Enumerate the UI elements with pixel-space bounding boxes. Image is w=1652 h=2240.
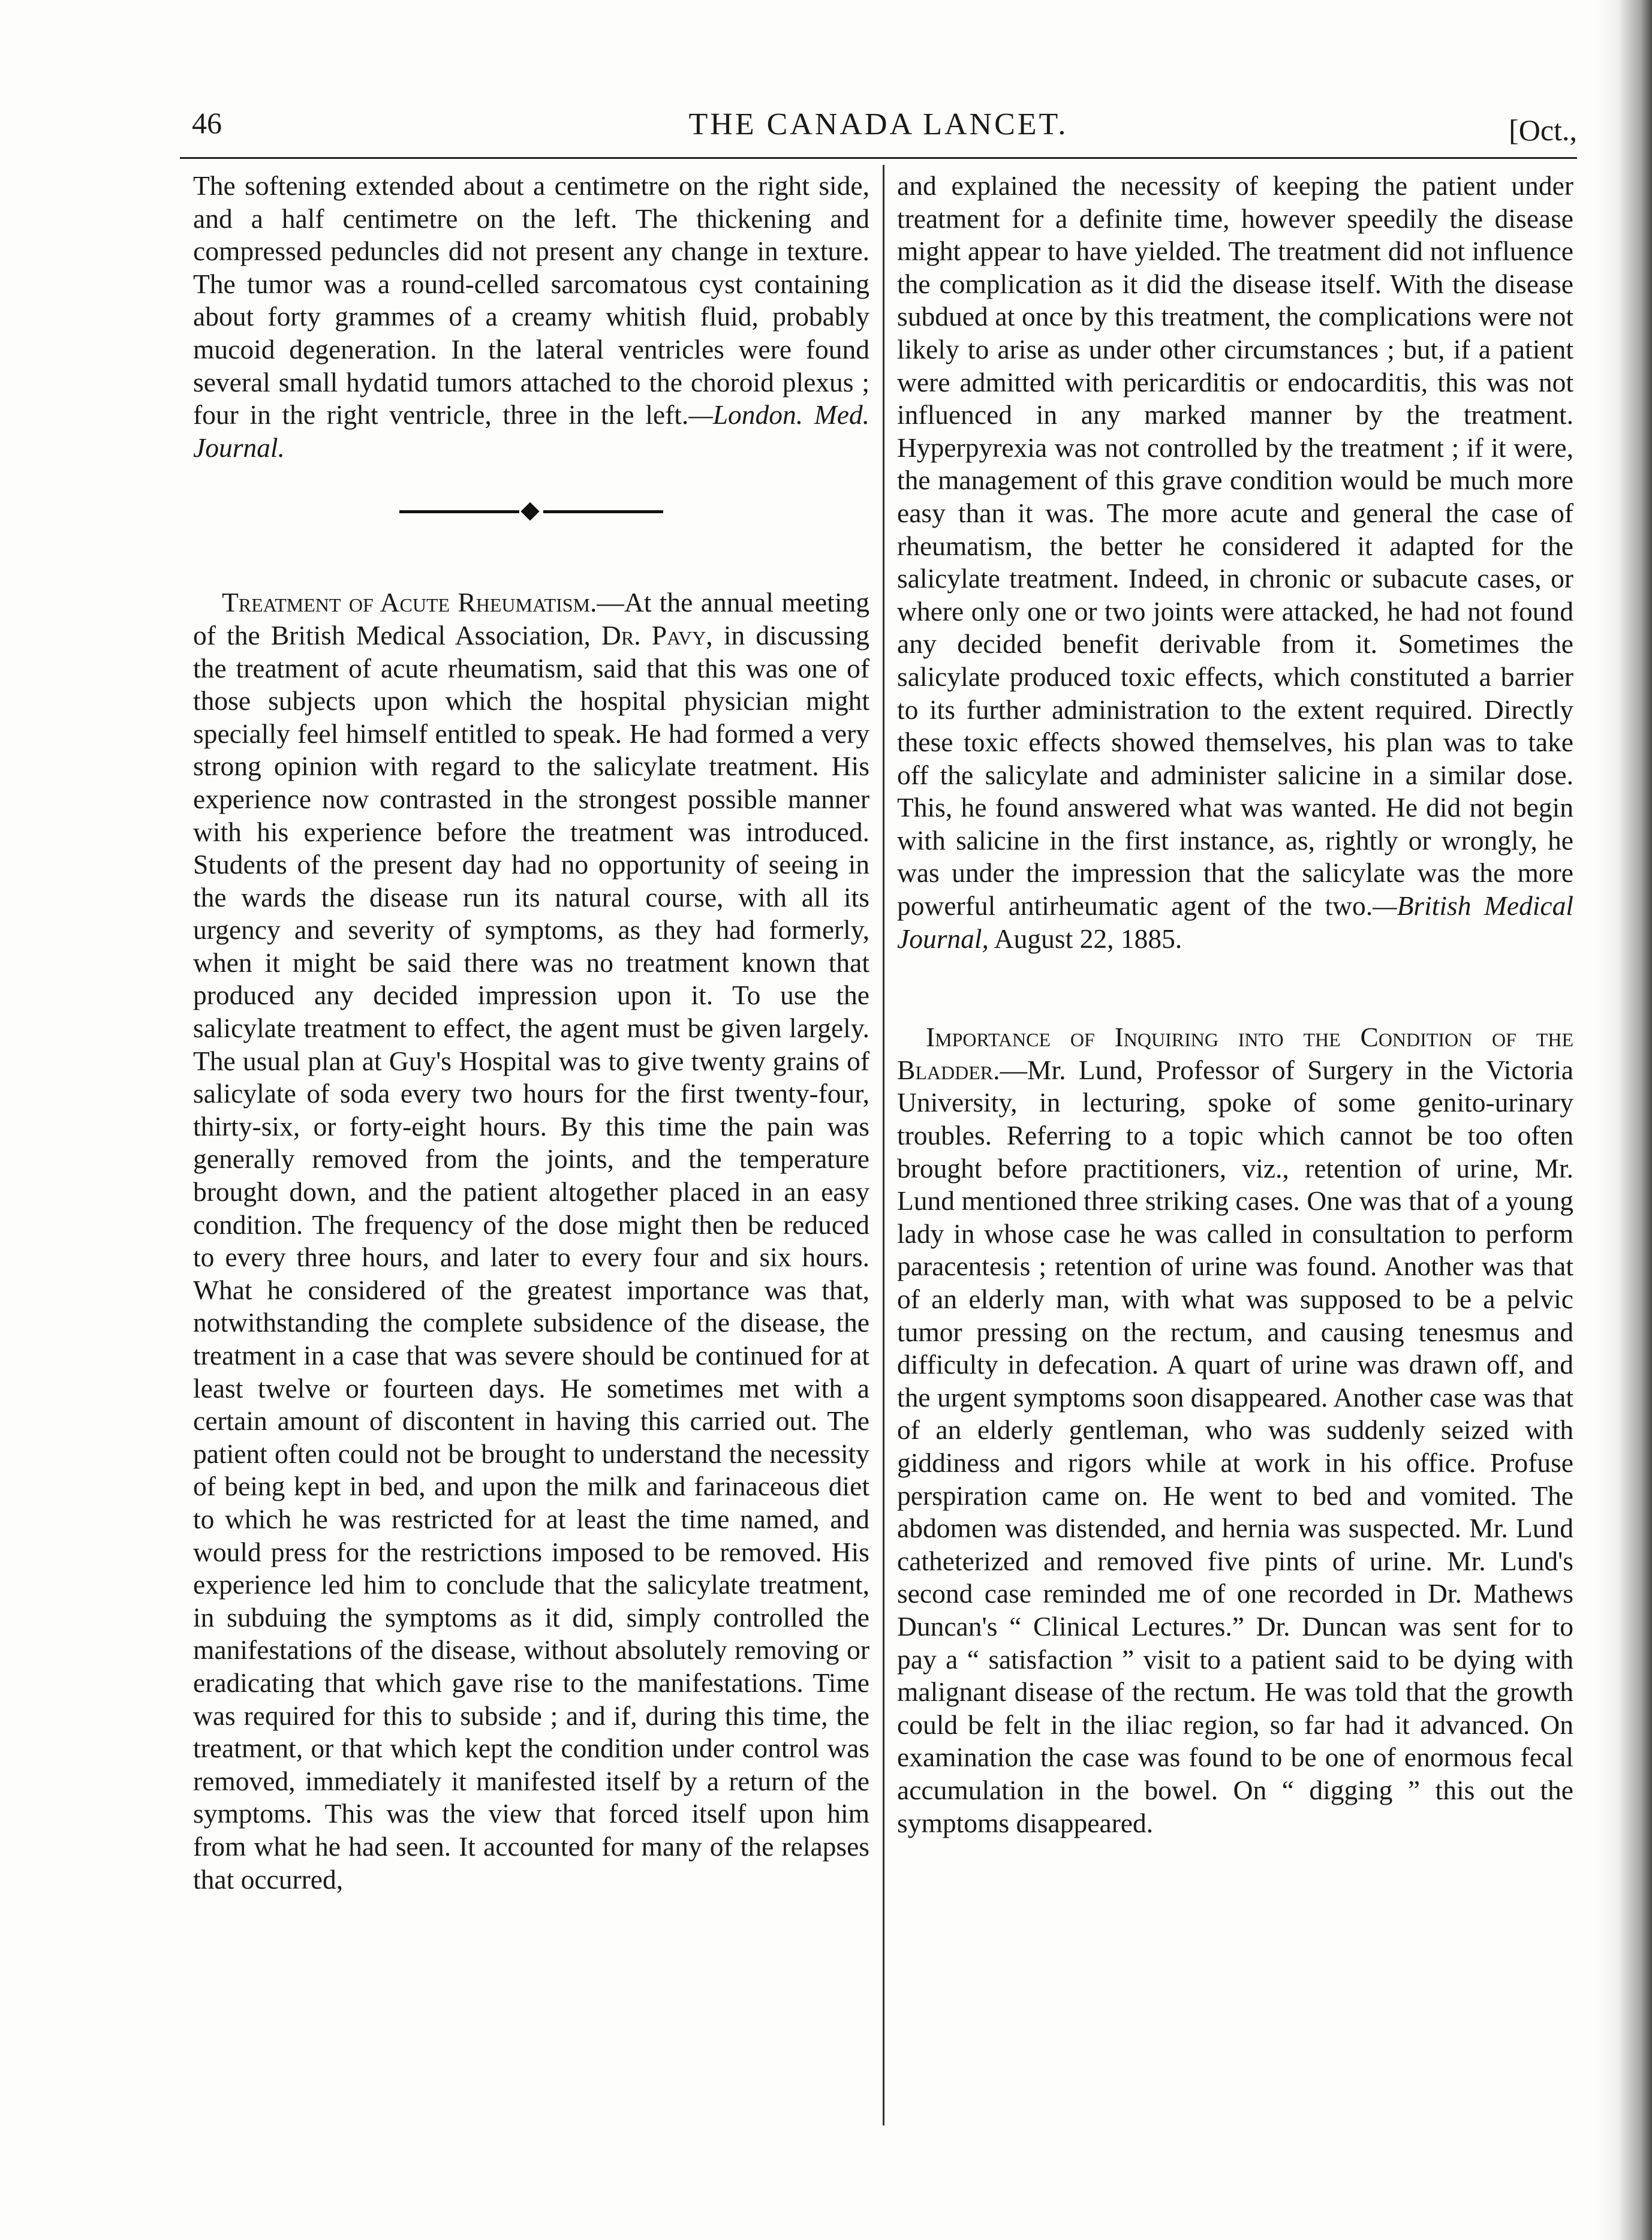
continuation-paragraph [193, 170, 869, 464]
ornament-diamond-icon [520, 502, 539, 521]
issue-month: [Oct., [1509, 113, 1577, 147]
journal-title: THE CANADA LANCET. [688, 107, 1069, 141]
column-divider [883, 165, 884, 2125]
article-rheumatism [193, 586, 869, 1896]
binding-shadow [1595, 0, 1652, 2240]
article-title-rheumatism: Treatment of Acute Rheumatism. [222, 587, 597, 618]
article-rheumatism-continued [897, 170, 1573, 955]
section-ornament [399, 502, 663, 520]
article-body-part-1: in discussing the treatment of acute rheumatism, said that this was one of those subjects upon which the hospital physician might specially feel himself entitled to speak. He had formed a very strong opinion with regard to the salicylate treatment. His experience now contrasted in the strongest possible manner with his experience before the treatment was introduced. Students of the present day had no opportunity of seeing in the wards the disease run its natural course, with all its urgency and severity of symptoms, as they had formerly, when it might be said there was no treatment known that produced any decided impression upon it. To use the salicylate treatment to effect, the agent must be given largely. The usual plan at Guy's Hospital was to give twenty grains of salicylate of soda every two hours for the first twenty-four, thirty-six, or forty-eight hours. By this time the pain was generally removed from the joints, and the temperature brought down, and the patient altogether placed in an easy condition. The frequency of the dose might then be reduced to every three hours, and later to every four and six hours. What he considered of the greatest importance was that, notwithstanding the complete subsidence of the disease, the treatment in a case that was severe should be continued for at least twelve or fourteen days. He sometimes met with a certain amount of discontent in having this carried out. The patient often could not be brought to understand the necessity of being kept in bed, and upon the milk and farinaceous diet to which he was restricted for at least the time named, and would press for the restrictions imposed to be removed. His experience led him to conclude that the salicylate treatment, in subduing the symptoms as it did, simply controlled the manifestations of the disease, without absolutely removing or eradicating that which gave rise to the manifestations. Time was required for this to subside ; and if, during this time, the treatment, or that which kept the condition under control was removed, immediately it manifested itself by a return of the symptoms. This was the view that forced itself upon him from what he had seen. It accounted for many of the relapses that occurred, [193, 619, 869, 1895]
article-title-bladder: Importance of Inquiring into the Condition of the Bladder. [897, 1022, 1573, 1085]
article-source: —British Medical Journal, [897, 890, 1573, 954]
article-bladder [897, 1021, 1573, 1839]
right-column [897, 170, 1573, 1839]
left-column [193, 170, 869, 1896]
continuation-source: —London. Med. Journal. [193, 399, 870, 463]
article-date: August 22, 1885. [994, 923, 1182, 954]
article-body-part-2: and explained the necessity of keeping the patient under treatment for a definite time, however speedily the disease might appear to have yielded. The treatment did not influence the complication as it did the disease itself. With the disease subdued at once by this treatment, the complications were not likely to arise as under other circumstances ; but, if a patient were admitted with pericarditis or endocarditis, this was not influenced in any marked manner by the treatment. Hyperpyrexia was not controlled by the treatment ; if it were, the management of this grave condition would be much more easy than it was. The more acute and general the case of rheumatism, the better he considered it adapted for the salicylate treatment. Indeed, in chronic or subacute cases, or where only one or two joints were attacked, he had not found any decided benefit derivable from it. Sometimes the salicylate produced toxic effects, which constituted a barrier to its further administration to the extent required. Directly these toxic effects showed themselves, his plan was to take off the salicylate and administer salicine in a similar dose. This, he found answered what was wanted. He did not begin with salicine in the first instance, as, rightly or wrongly, he was under the impression that the salicylate was the more powerful antirheumatic agent of the two. [897, 170, 1573, 922]
running-header [180, 101, 1577, 149]
article-lead: —At the annual meeting of the British Medical Association, [193, 587, 869, 651]
article-bladder-body: —Mr. Lund, Professor of Surgery in the Victoria University, in lecturing, spoke of some genito-urinary troubles. Referring to a topic which cannot be too often brought before practitioners, viz., retention of urine, Mr. Lund mentioned three striking cases. One was that of a young lady in whose case he was called in consultation to perform paracentesis ; retention of urine was found. Another was that of an elderly man, with what was supposed to be a pelvic tumor pressing on the rectum, and causing tenesmus and difficulty in defecation. A quart of urine was drawn off, and the urgent symptoms soon disappeared. Another case was that of an elderly gentleman, who was suddenly seized with giddiness and rigors while at work in his office. Profuse perspiration came on. He went to bed and vomited. The abdomen was distended, and hernia was suspected. Mr. Lund catheterized and removed five pints of urine. Mr. Lund's second case reminded me of one recorded in Dr. Mathews Duncan's “ Clinical Lectures.” Dr. Duncan was sent for to pay a “ satisfaction ” visit to a patient said to be dying with malignant disease of the rectum. He was told that the growth could be felt in the iliac region, so far had it advanced. On examination the case was found to be one of enormous fecal accumulation in the bowel. On “ digging ” this out the symptoms disappeared. [897, 1054, 1573, 1838]
speaker-name: Dr. Pavy, [601, 619, 713, 651]
header-rule [180, 157, 1577, 159]
continuation-text: The softening extended about a centimetre on the right side, and a half centimetre on the left. The thickening and compressed peduncles did not present any change in texture. The tumor was a round-celled sarcomatous cyst containing about forty grammes of a creamy whitish fluid, probably mucoid degeneration. In the lateral ventricles were found several small hydatid tumors attached to the choroid plexus ; four in the right ventricle, three in the left. [193, 170, 869, 430]
page-number: 46 [192, 106, 222, 140]
